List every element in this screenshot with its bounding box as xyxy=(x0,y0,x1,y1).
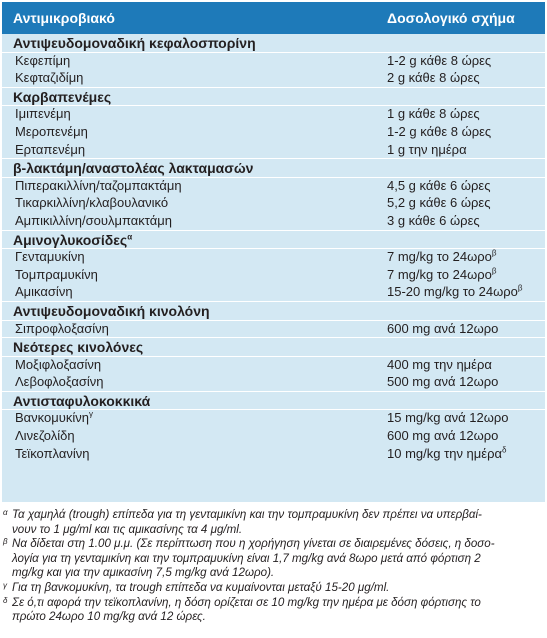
dose-label: 2 g κάθε 8 ώρες xyxy=(387,70,480,86)
dose-label: 15-20 mg/kg το 24ωρο xyxy=(387,284,518,300)
dose-regimen xyxy=(387,178,490,193)
dose-regimen xyxy=(387,53,491,68)
category-label: β-λακτάμη/αναστολέας λακταμασών xyxy=(13,160,254,177)
category-label: Νεότερες κινολόνες xyxy=(13,339,144,356)
table-row xyxy=(2,356,545,374)
header-antimicrobial: Αντιμικροβιακό xyxy=(13,10,115,26)
category-label: Αντιψευδομοναδική κεφαλοσπορίνη xyxy=(13,35,256,51)
footnote-ref: α xyxy=(127,231,133,241)
table-row xyxy=(2,212,545,230)
dose-regimen xyxy=(387,124,491,139)
footnote-ref: γ xyxy=(88,410,93,420)
drug-label: Βανκομυκίνη xyxy=(15,410,89,426)
category-row xyxy=(2,159,545,177)
drug-name xyxy=(15,106,71,121)
drug-name xyxy=(15,267,98,282)
table-row xyxy=(2,283,545,301)
drug-name xyxy=(15,53,70,68)
dose-regimen xyxy=(387,267,497,282)
dose-label: 1 g κάθε 8 ώρες xyxy=(387,106,480,122)
table-row xyxy=(2,141,545,159)
table-row xyxy=(2,177,545,195)
footnote-mark: γ xyxy=(3,580,7,590)
table-row xyxy=(2,373,545,391)
antimicrobial-dosing-table xyxy=(2,2,545,502)
category-title xyxy=(13,35,256,51)
dose-label: 7 mg/kg το 24ωρο xyxy=(387,249,492,265)
dose-regimen xyxy=(387,446,506,461)
category-title xyxy=(13,393,150,409)
footnote-mark: δ xyxy=(3,595,8,605)
drug-label: Κεφταζιδίμη xyxy=(15,70,84,86)
drug-name xyxy=(15,428,75,443)
drug-name xyxy=(15,70,83,85)
dose-label: 600 mg ανά 12ωρο xyxy=(387,428,499,444)
category-label: Καρβαπενέμες xyxy=(13,88,112,105)
table-row xyxy=(2,194,545,212)
drug-label: Μοξιφλοξασίνη xyxy=(15,356,102,372)
dose-regimen xyxy=(387,374,498,389)
drug-label: Γενταμυκίνη xyxy=(15,249,85,265)
category-label: Αντιψευδομοναδική κινολόνη xyxy=(13,302,210,319)
header-dosing: Δοσολογικό σχήμα xyxy=(387,10,515,26)
dose-regimen xyxy=(387,213,480,228)
drug-label: Τομπραμυκίνη xyxy=(15,266,98,282)
drug-name xyxy=(15,213,172,228)
drug-label: Ερταπενέμη xyxy=(15,141,86,157)
drug-name xyxy=(15,178,182,193)
dose-regimen xyxy=(387,142,467,157)
table-row xyxy=(2,409,545,427)
footnote-line: Να δίδεται στη 1.00 μ.μ. (Σε περίπτωση που η χορήγηση γίνεται σε διαιρεμένες δόσεις, η δοσο- xyxy=(12,537,495,551)
category-row xyxy=(2,34,545,52)
dose-label: 4,5 g κάθε 6 ώρες xyxy=(387,177,491,193)
dose-regimen xyxy=(387,195,490,210)
dose-label: 7 mg/kg το 24ωρο xyxy=(387,266,492,282)
drug-label: Πιπερακιλλίνη/ταζομπακτάμη xyxy=(15,177,182,193)
table-row xyxy=(2,123,545,141)
dose-label: 3 g κάθε 6 ώρες xyxy=(387,212,480,228)
drug-label: Αμικασίνη xyxy=(15,284,73,300)
dose-label: 1-2 g κάθε 8 ώρες xyxy=(387,123,492,139)
drug-name xyxy=(15,410,93,425)
footnote-ref: β xyxy=(491,248,497,258)
table-row xyxy=(2,266,545,284)
footnote-line: νουν το 1 μg/ml και τις αμικασίνης τα 4 μg/ml. xyxy=(12,522,243,536)
table-row xyxy=(2,248,545,266)
footnote-ref: δ xyxy=(502,445,507,455)
category-title xyxy=(13,160,253,176)
table-body xyxy=(2,34,545,462)
drug-label: Κεφεπίμη xyxy=(15,52,71,68)
category-label: Αντισταφυλοκοκκικά xyxy=(13,392,151,409)
category-row xyxy=(2,302,545,320)
dose-label: 500 mg ανά 12ωρο xyxy=(387,374,499,390)
dose-label: 1 g την ημέρα xyxy=(387,141,467,157)
table-row xyxy=(2,52,545,70)
dose-regimen xyxy=(387,428,498,443)
category-row xyxy=(2,231,545,249)
drug-label: Σιπροφλοξασίνη xyxy=(15,320,109,336)
category-title xyxy=(13,232,132,248)
footnote-line: Σε ό,τι αφορά την τεϊκοπλανίνη, η δόση ορίζεται σε 10 mg/kg την ημέρα με δόση φόρτισης το xyxy=(12,595,481,609)
dose-label: 600 mg ανά 12ωρο xyxy=(387,320,499,336)
category-title xyxy=(13,303,210,319)
footnote-line: Τα χαμηλά (trough) επίπεδα για τη γενταμικίνη και την τομπραμυκίνη δεν πρέπει να υπερβαί- xyxy=(12,508,482,521)
dose-label: 10 mg/kg την ημέρα xyxy=(387,445,502,461)
dose-regimen xyxy=(387,249,497,264)
drug-label: Λεβοφλοξασίνη xyxy=(15,374,104,390)
dose-label: 400 mg την ημέρα xyxy=(387,356,492,372)
drug-name xyxy=(15,142,85,157)
drug-name xyxy=(15,321,109,336)
footnote-line: Για τη βανκομυκίνη, τα trough επίπεδα να κυμαίνονται μεταξύ 15-20 μg/ml. xyxy=(12,580,390,594)
drug-name xyxy=(15,284,73,299)
table-row xyxy=(2,69,545,87)
footnote xyxy=(3,581,543,596)
dose-regimen xyxy=(387,410,508,425)
drug-label: Λινεζολίδη xyxy=(15,428,75,444)
drug-name xyxy=(15,357,101,372)
drug-label: Αμπικιλλίνη/σουλμπακτάμη xyxy=(15,212,172,228)
footnote xyxy=(3,508,543,537)
drug-name xyxy=(15,249,85,264)
category-row xyxy=(2,392,545,410)
dose-regimen xyxy=(387,357,492,372)
drug-name xyxy=(15,446,90,461)
table-row xyxy=(2,320,545,338)
footnotes xyxy=(3,508,543,625)
dose-regimen xyxy=(387,106,480,121)
footnote xyxy=(3,596,543,625)
dose-label: 1-2 g κάθε 8 ώρες xyxy=(387,52,492,68)
footnote-mark: β xyxy=(3,537,8,547)
drug-label: Τεϊκοπλανίνη xyxy=(15,445,90,461)
category-row xyxy=(2,88,545,106)
drug-label: Ιμιπενέμη xyxy=(15,106,71,122)
drug-label: Μεροπενέμη xyxy=(15,123,88,139)
drug-name xyxy=(15,374,104,389)
footnote xyxy=(3,537,543,581)
footnote-ref: β xyxy=(517,283,523,293)
drug-name xyxy=(15,124,88,139)
category-label: Αμινογλυκοσίδες xyxy=(13,231,128,248)
footnote-line: mg/kg και για την αμικασίνη 7,5 mg/kg ανά 12ωρο). xyxy=(12,566,275,580)
drug-label: Τικαρκιλλίνη/κλαβουλανικό xyxy=(15,195,169,211)
table-row xyxy=(2,445,545,463)
footnote-line: λογία για τη γενταμικίνη και την τομπραμυκίνη είναι 1,7 mg/kg ανά 8ωρο μετά από φόρτιση 2 xyxy=(12,551,481,565)
footnote-ref: β xyxy=(491,266,497,276)
footnote-mark: α xyxy=(3,508,8,517)
category-row xyxy=(2,338,545,356)
table-header xyxy=(2,2,545,34)
dose-label: 5,2 g κάθε 6 ώρες xyxy=(387,195,491,211)
dose-regimen xyxy=(387,284,523,299)
table-row xyxy=(2,427,545,445)
footnote-line: πρώτο 24ωρο 10 mg/kg ανά 12 ώρες. xyxy=(12,610,206,624)
table-row xyxy=(2,105,545,123)
dose-label: 15 mg/kg ανά 12ωρο xyxy=(387,410,509,426)
category-title xyxy=(13,339,143,355)
dose-regimen xyxy=(387,321,498,336)
category-title xyxy=(13,89,111,105)
drug-name xyxy=(15,195,168,210)
dose-regimen xyxy=(387,70,480,85)
